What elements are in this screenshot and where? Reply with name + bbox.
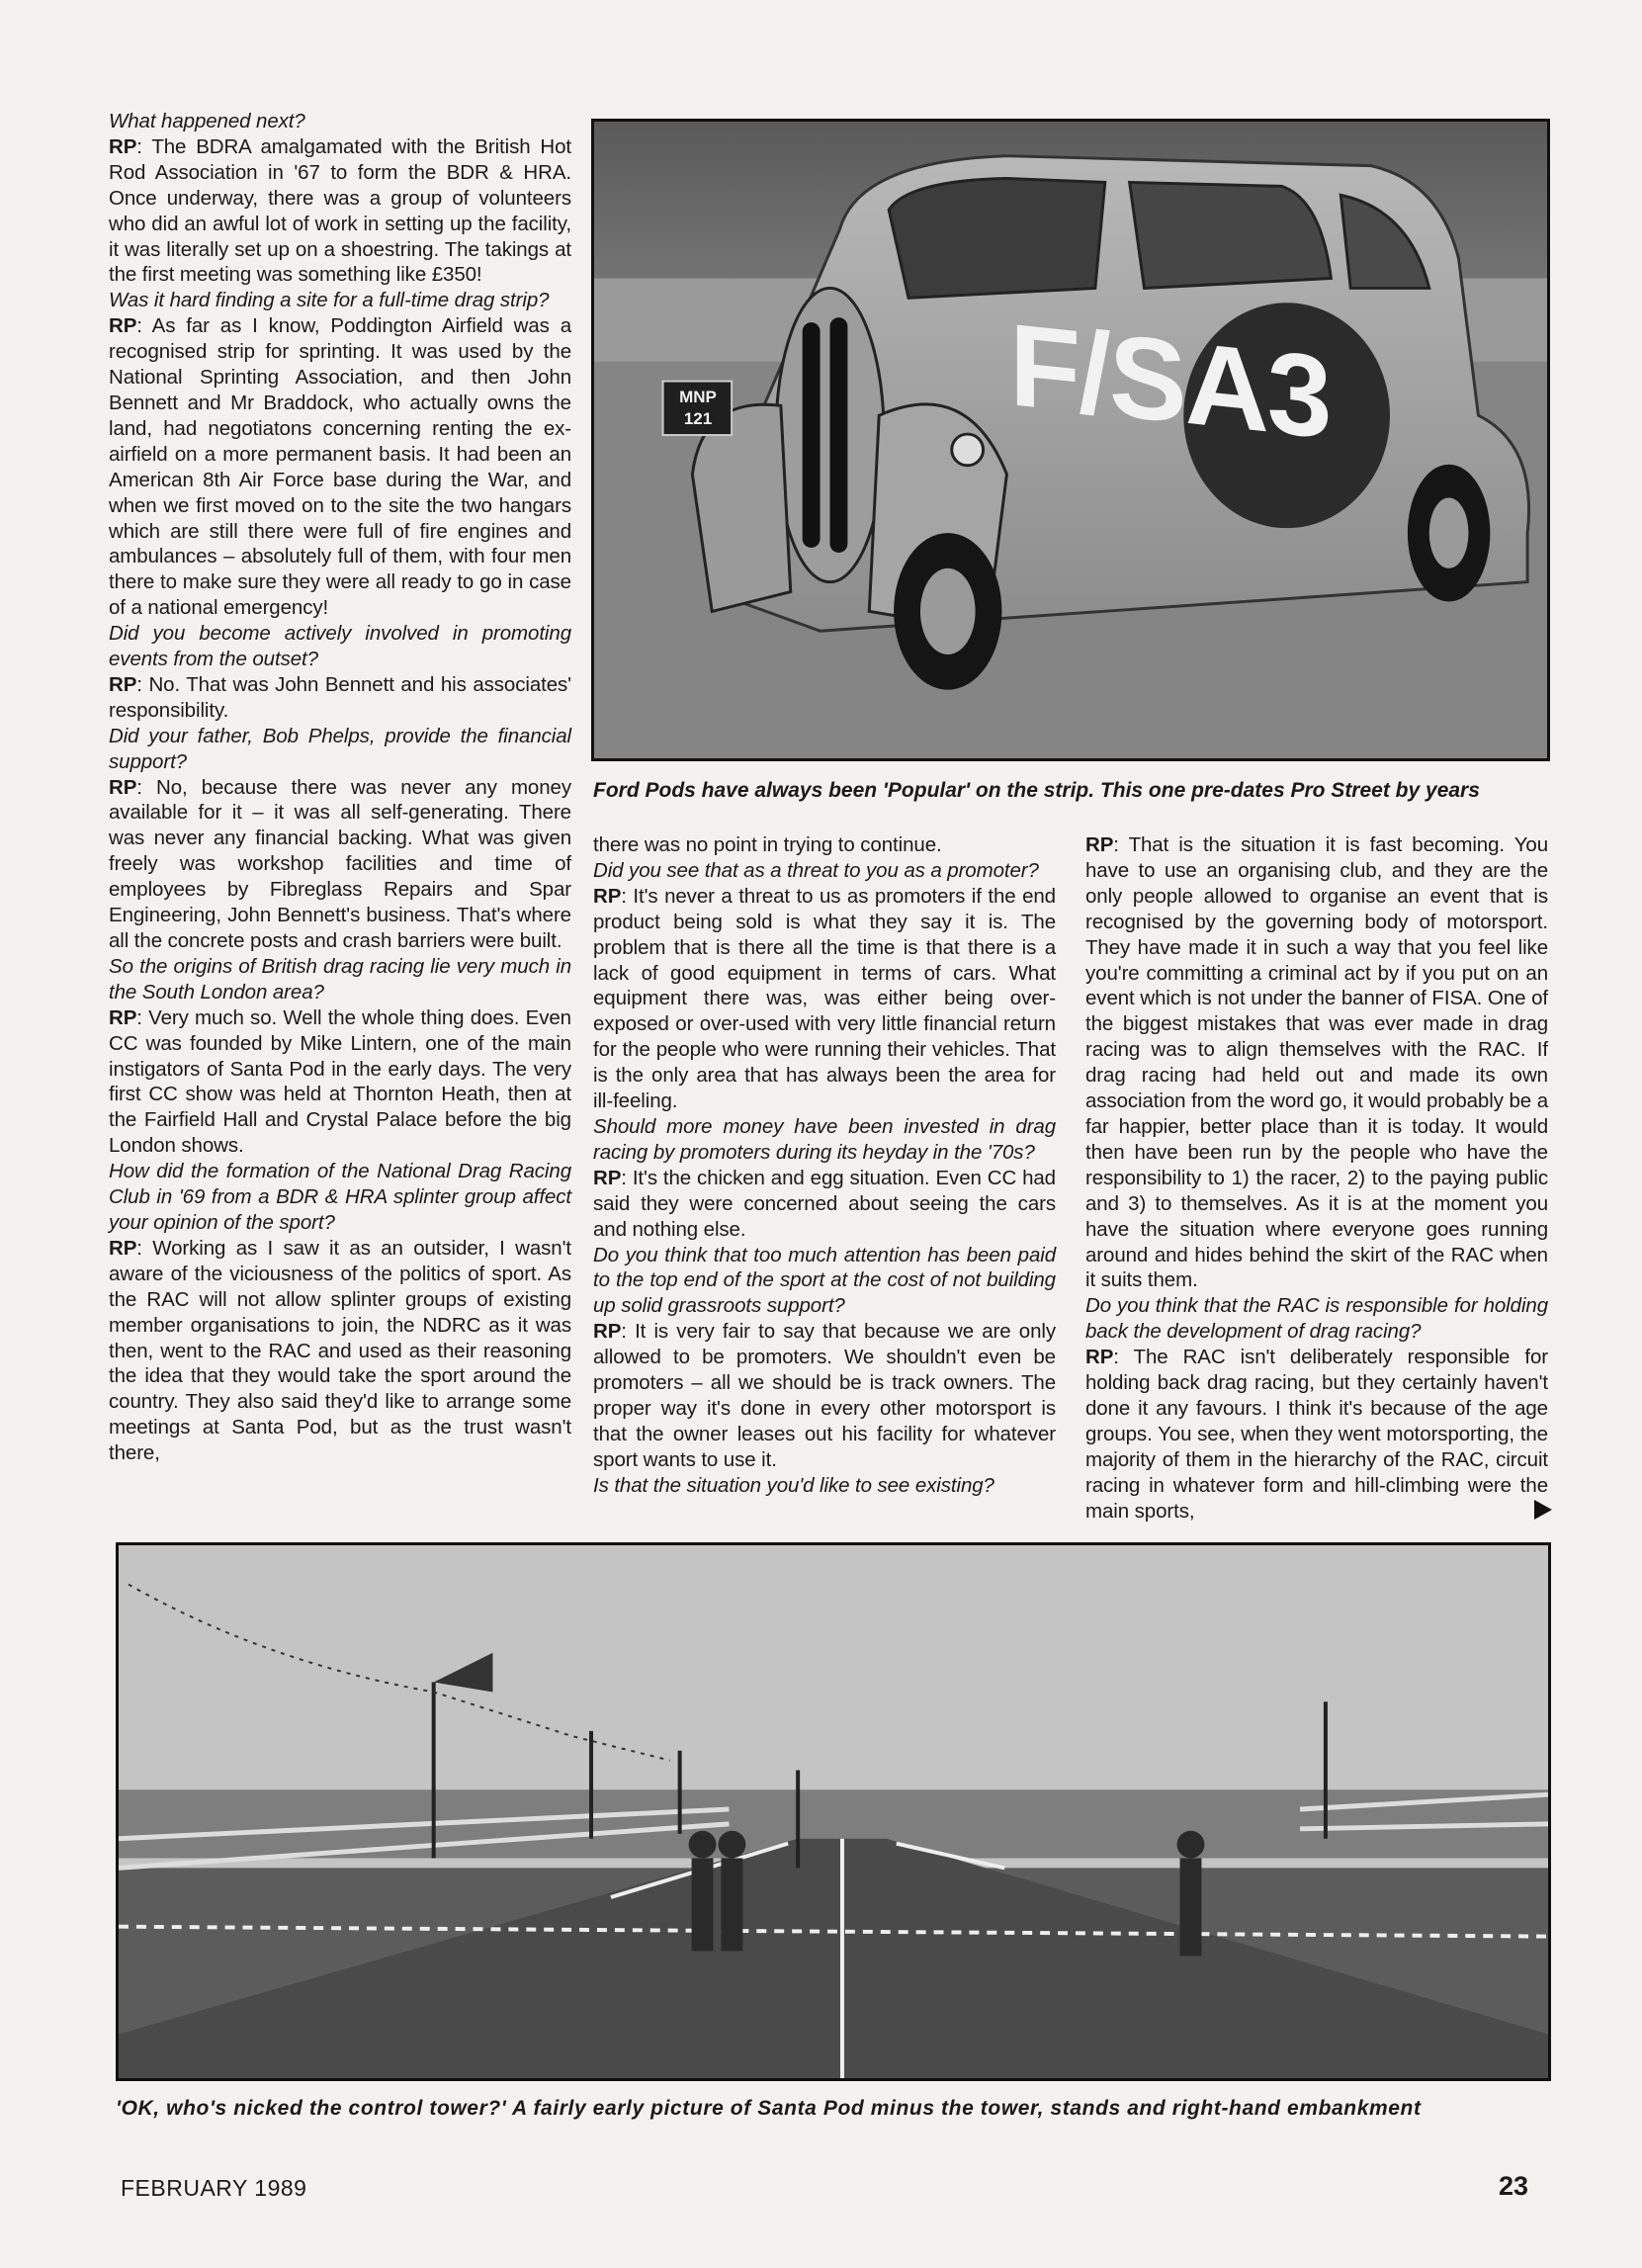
interview-answer: RP: The BDRA amalgamated with the British Hot Rod Association in '67 to form the BDR & HRA. Once underway, there was a group of volunteers who did an awful lot of work in setting up the facility, it was literally set up on a shoestring. The takings at the first meeting was something like £350! xyxy=(109,134,571,287)
body-paragraph: there was no point in trying to continue. xyxy=(593,833,942,856)
interview-answer: RP: As far as I know, Poddington Airfield was a recognised strip for sprinting. It was used by the National Sprinting Association, and then John Bennett and Mr Braddock, who actually owns the land, had negotiatons concerning renting the ex-airfield on a more permanent basis. It had been an American 8th Air Force base during the War, and when we first moved on to the site the two hangars which are still there were full of fire engines and ambulances – absolutely full of them, with four men there to make sure they were all ready to go in case of a national emergency! xyxy=(109,314,571,620)
speaker-initials: RP xyxy=(593,884,622,908)
ford-popular-photo xyxy=(591,119,1550,761)
interview-answer: RP: No, because there was never any money available for it – it was all self-generating. There was never any financial backing. What was given freely was workshop facilities and time of employees by Fibreglass Repairs and Spar Engineering, John Bennett's business. That's where all the concrete posts and crash barriers were built. xyxy=(109,775,571,952)
interview-question: So the origins of British drag racing lie very much in the South London area? xyxy=(109,954,571,1003)
interview-question: What happened next? xyxy=(109,110,305,132)
interview-answer: RP: It's never a threat to us as promoters if the end product being sold is what they say it is. The problem that is there all the time is that there is a lack of good equipment in terms of cars. What equipment there was, was either being over-exposed or over-used with very little financial return for the people who were running their vehicles. That is the only area that has always been the area for ill-feeling. xyxy=(593,884,1056,1113)
interview-answer: RP: Very much so. Well the whole thing does. Even CC was founded by Mike Lintern, one of the main instigators of Santa Pod in the early days. The very first CC show was held at Thornton Heath, then at the Fairfield Hall and Crystal Palace before the big London shows. xyxy=(109,1005,571,1158)
interview-answer: RP: The RAC isn't deliberately responsible for holding back drag racing, but they certainly haven't done it any favours. I think it's because of the age groups. You see, when they went motorsporting, the majority of them in the hierarchy of the RAC, circuit racing in whatever form and hill-climbing were the main sports, xyxy=(1085,1346,1548,1523)
photo-caption-strip: 'OK, who's nicked the control tower?' A fairly early picture of Santa Pod minus the tower, stands and right-hand embankment xyxy=(116,2097,1422,2120)
interview-answer: RP: No. That was John Bennett and his associates' responsibility. xyxy=(109,672,571,722)
issue-date: FEBRUARY 1989 xyxy=(121,2175,307,2201)
interview-question: Did your father, Bob Phelps, provide the financial support? xyxy=(109,724,571,773)
interview-question: Did you become actively involved in promoting events from the outset? xyxy=(109,622,571,671)
speaker-initials: RP xyxy=(109,1005,137,1029)
door-number-text: F/SA3 xyxy=(1009,299,1331,465)
speaker-initials: RP xyxy=(109,775,137,799)
speaker-initials: RP xyxy=(593,1320,622,1344)
page-number: 23 xyxy=(1499,2171,1529,2201)
interview-question: Do you think that the RAC is responsible for holding back the development of drag racing? xyxy=(1085,1294,1548,1344)
interview-question: Do you think that too much attention has been paid to the top end of the sport at the cost of not building up solid grassroots support? xyxy=(593,1243,1056,1318)
interview-question: Did you see that as a threat to you as a promoter? xyxy=(593,858,1039,882)
text-column-2 xyxy=(593,832,1056,1499)
interview-answer: RP: Working as I saw it as an outsider, I wasn't aware of the viciousness of the politics of sport. As the RAC will not allow splinter groups of existing member organisations to join, the NDRC as it was then, went to the RAC and used as their reasoning the idea that they would take the sport around the country. They also said they'd like to arrange some meetings at Santa Pod, but as the trust wasn't there, xyxy=(109,1236,571,1465)
speaker-initials: RP xyxy=(1085,1346,1114,1369)
photo-caption-car: Ford Pods have always been 'Popular' on the strip. This one pre-dates Pro Street by years xyxy=(593,779,1480,802)
plate-line-1: MNP xyxy=(679,388,717,406)
continue-arrow-icon xyxy=(1534,1500,1552,1520)
interview-answer: RP: That is the situation it is fast becoming. You have to use an organising club, and they are the only people allowed to organise an event that is recognised by the governing body of motorsport. They have made it in such a way that you feel like you're committing a criminal act by if you put on an event which is not under the banner of FISA. One of the biggest mistakes that was ever made in drag racing was to align themselves with the RAC. If drag racing had held out and made its own association from the word go, it would probably be a far happier, better place than it is today. It would then have been run by the people who have the responsibility to 1) the racer, 2) to the paying public and 3) to themselves. As it is at the moment you have the situation where everyone goes running around and hides behind the skirt of the RAC when it suits them. xyxy=(1085,833,1548,1292)
interview-question: Was it hard finding a site for a full-time drag strip? xyxy=(109,289,550,312)
interview-question: How did the formation of the National Drag Racing Club in '69 from a BDR & HRA splinter group affect your opinion of the sport? xyxy=(109,1160,571,1234)
interview-question: Should more money have been invested in drag racing by promoters during its heyday in the '70s? xyxy=(593,1114,1056,1164)
interview-answer: RP: It's the chicken and egg situation. Even CC had said they were concerned about seeing the cars and nothing else. xyxy=(593,1166,1056,1241)
interview-answer: RP: It is very fair to say that because we are only allowed to be promoters. We shouldn't even be promoters – all we should be is track owners. The proper way it's done in every other motorsport is that the owner leases out his facility for whatever sport wants to use it. xyxy=(593,1320,1056,1471)
speaker-initials: RP xyxy=(109,672,137,696)
plate-line-2: 121 xyxy=(683,409,713,428)
drag-strip-illustration xyxy=(119,1545,1548,2078)
speaker-initials: RP xyxy=(109,314,137,338)
speaker-initials: RP xyxy=(593,1166,622,1189)
license-plate xyxy=(667,387,729,430)
interview-question: Is that the situation you'd like to see existing? xyxy=(593,1473,994,1497)
speaker-initials: RP xyxy=(109,134,137,158)
santa-pod-strip-photo xyxy=(116,1542,1551,2081)
speaker-initials: RP xyxy=(109,1236,137,1260)
car-illustration xyxy=(594,122,1547,758)
text-column-3 xyxy=(1085,832,1548,1524)
speaker-initials: RP xyxy=(1085,833,1114,856)
text-column-1 xyxy=(109,109,571,1466)
